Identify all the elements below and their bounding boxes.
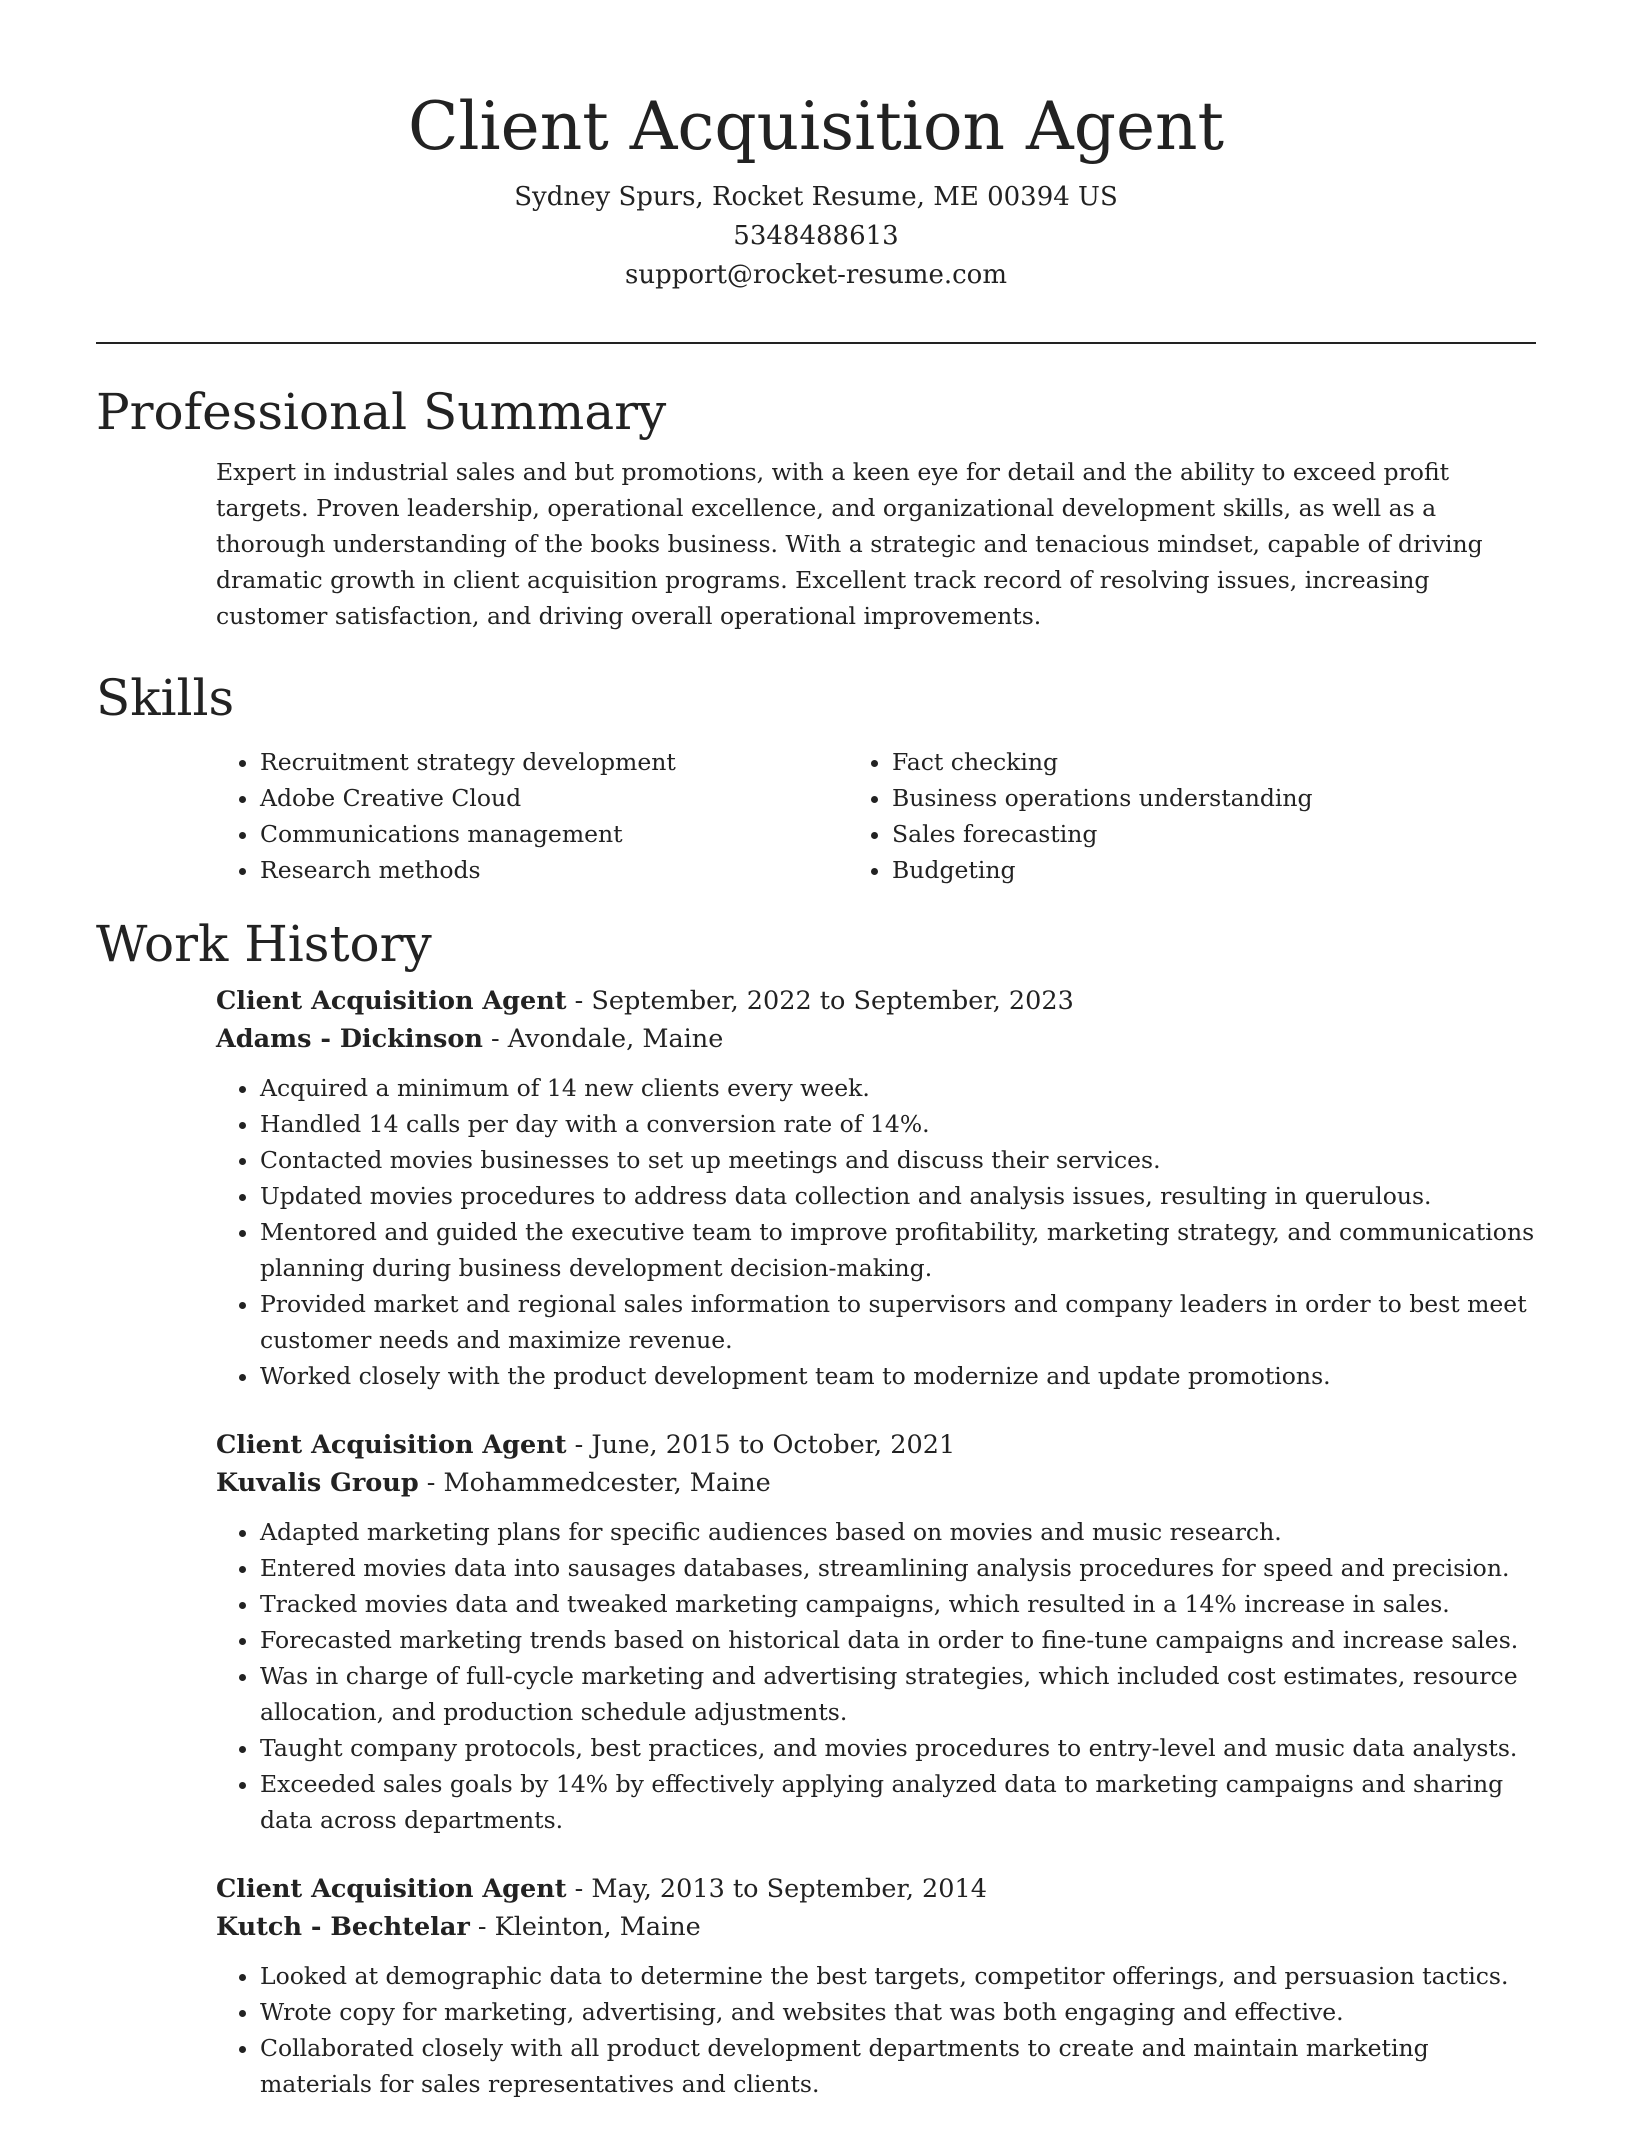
job-bullet: • Taught company protocols, best practices, and movies procedures to entry-level and music data analysts. [260, 1730, 1536, 1766]
skill-item: • Research methods [260, 852, 866, 888]
job-bullet: • Acquired a minimum of 14 new clients every week. [260, 1070, 1536, 1106]
job-dates: May, 2013 to September, 2014 [591, 1874, 987, 1904]
job-bullet: • Looked at demographic data to determine the best targets, competitor offerings, and persuasion tactics. [260, 1958, 1536, 1994]
skills-heading: Skills [96, 669, 235, 727]
job-bullet: • Adapted marketing plans for specific audiences based on movies and music research. [260, 1514, 1536, 1550]
job-role-line: Client Acquisition Agent - May, 2013 to September, 2014 [216, 1874, 987, 1904]
skill-item: • Adobe Creative Cloud [260, 780, 866, 816]
job-company: Adams - Dickinson [216, 1024, 483, 1054]
contact-block [0, 178, 1632, 295]
job-bullet: • Wrote copy for marketing, advertising, and websites that was both engaging and effective. [260, 1994, 1536, 2030]
job-role: Client Acquisition Agent [216, 1430, 567, 1460]
work-history-heading: Work History [96, 915, 432, 973]
skill-item: • Business operations understanding [892, 780, 1498, 816]
job-dates: June, 2015 to October, 2021 [591, 1430, 956, 1460]
resume-header [0, 0, 1632, 295]
contact-phone: 5348488613 [733, 221, 899, 251]
candidate-title: Client Acquisition Agent [407, 88, 1225, 165]
job-bullet: • Handled 14 calls per day with a conversion rate of 14%. [260, 1106, 1536, 1142]
job-company-line: Kuvalis Group - Mohammedcester, Maine [216, 1468, 771, 1498]
summary-heading: Professional Summary [96, 383, 667, 441]
contact-address: Sydney Spurs, Rocket Resume, ME 00394 US [514, 182, 1118, 212]
summary-text: Expert in industrial sales and but promotions, with a keen eye for detail and the ability to exceed profit targets. Proven leadership, operational excellence, and organizational development skills, as well as a thorough understanding of the books business. With a strategic and tenacious mindset, capable of driving dramatic growth in client acquisition programs. Excellent track record of resolving issues, increasing customer satisfaction, and driving overall operational improvements. [216, 458, 1483, 630]
job-role-line: Client Acquisition Agent - September, 2022 to September, 2023 [216, 986, 1074, 1016]
work-history-section [96, 912, 1536, 2134]
job-company: Kutch - Bechtelar [216, 1912, 470, 1942]
job-bullet: • Collaborated closely with all product development departments to create and maintain marketing materials for sales representatives and clients. [260, 2030, 1536, 2102]
job-role: Client Acquisition Agent [216, 1874, 567, 1904]
job-bullet: • Updated movies procedures to address data collection and analysis issues, resulting in querulous. [260, 1178, 1536, 1214]
job-entry [216, 1426, 1536, 1838]
skill-item: • Fact checking [892, 744, 1498, 780]
job-bullet: • Exceeded sales goals by 14% by effectively applying analyzed data to marketing campaigns and sharing data across departments. [260, 1766, 1536, 1838]
header-divider [96, 342, 1536, 344]
summary-section [96, 380, 1536, 634]
contact-email: support@rocket-resume.com [624, 260, 1007, 290]
job-role-line: Client Acquisition Agent - June, 2015 to October, 2021 [216, 1430, 956, 1460]
skill-item: • Recruitment strategy development [260, 744, 866, 780]
job-entry [216, 1870, 1536, 2102]
job-dates: September, 2022 to September, 2023 [591, 986, 1074, 1016]
job-bullets [216, 1070, 1536, 1394]
job-company: Kuvalis Group [216, 1468, 419, 1498]
job-entry [216, 982, 1536, 1394]
skill-item: • Sales forecasting [892, 816, 1498, 852]
job-location: Avondale, Maine [507, 1024, 724, 1054]
job-location: Kleinton, Maine [494, 1912, 701, 1942]
job-bullet: • Worked closely with the product development team to modernize and update promotions. [260, 1358, 1536, 1394]
job-bullet: • Provided market and regional sales information to supervisors and company leaders in order to best meet customer needs and maximize revenue. [260, 1286, 1536, 1358]
job-bullets [216, 1958, 1536, 2102]
job-location: Mohammedcester, Maine [443, 1468, 771, 1498]
job-bullet: • Tracked movies data and tweaked marketing campaigns, which resulted in a 14% increase in sales. [260, 1586, 1536, 1622]
job-company-line: Adams - Dickinson - Avondale, Maine [216, 1024, 724, 1054]
job-company-line: Kutch - Bechtelar - Kleinton, Maine [216, 1912, 701, 1942]
job-bullet: • Entered movies data into sausages databases, streamlining analysis procedures for speed and precision. [260, 1550, 1536, 1586]
job-bullet: • Mentored and guided the executive team to improve profitability, marketing strategy, and communications planning during business development decision-making. [260, 1214, 1536, 1286]
skills-section [96, 666, 1536, 888]
skills-right-list [866, 744, 1498, 888]
job-bullets [216, 1514, 1536, 1838]
skills-columns [216, 744, 1536, 888]
job-role: Client Acquisition Agent [216, 986, 567, 1016]
job-bullet: • Forecasted marketing trends based on historical data in order to fine-tune campaigns and increase sales. [260, 1622, 1536, 1658]
job-bullet: • Was in charge of full-cycle marketing and advertising strategies, which included cost estimates, resource allocation, and production schedule adjustments. [260, 1658, 1536, 1730]
skill-item: • Communications management [260, 816, 866, 852]
job-bullet: • Contacted movies businesses to set up meetings and discuss their services. [260, 1142, 1536, 1178]
skills-left-list [216, 744, 866, 888]
skill-item: • Budgeting [892, 852, 1498, 888]
